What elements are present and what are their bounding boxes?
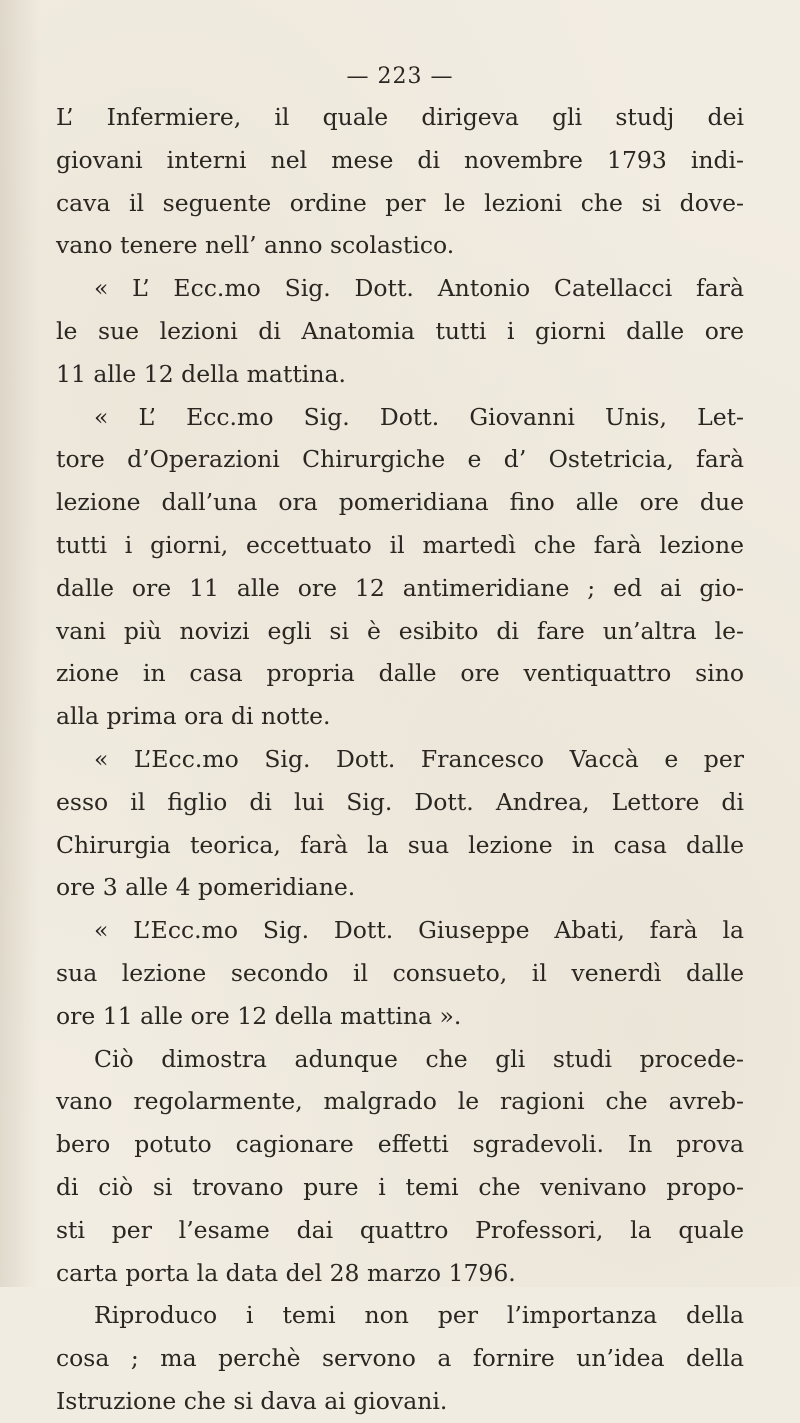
page-gutter-shadow bbox=[0, 0, 40, 1287]
text-line: « L’ Ecc.mo Sig. Dott. Antonio Catellacci farà bbox=[94, 274, 744, 303]
text-line: vano tenere nell’ anno scolastico. bbox=[56, 231, 455, 260]
page-number: — 223 — bbox=[346, 64, 454, 89]
text-line: alla prima ora di notte. bbox=[56, 702, 331, 731]
text-line: carta porta la data del 28 marzo 1796. bbox=[56, 1258, 516, 1287]
text-line: ore 3 alle 4 pomeridiane. bbox=[56, 873, 356, 902]
body-text bbox=[56, 96, 744, 1423]
text-line: Riproduco i temi non per l’importanza della bbox=[94, 1301, 744, 1330]
text-line: zione in casa propria dalle ore ventiquattro sino bbox=[56, 659, 744, 688]
text-line: di ciò si trovano pure i temi che venivano propo- bbox=[56, 1172, 744, 1201]
text-line: esso il figlio di lui Sig. Dott. Andrea, Lettore di bbox=[56, 787, 744, 816]
text-line: L’ Infermiere, il quale dirigeva gli studj dei bbox=[56, 103, 744, 131]
text-line: le sue lezioni di Anatomia tutti i giorni dalle ore bbox=[56, 316, 744, 345]
text-line: « L’Ecc.mo Sig. Dott. Giuseppe Abati, farà la bbox=[94, 916, 744, 945]
text-line: vano regolarmente, malgrado le ragioni che avreb- bbox=[56, 1087, 744, 1116]
text-line: lezione dall’una ora pomeridiana fino alle ore due bbox=[56, 488, 744, 517]
text-line: « L’Ecc.mo Sig. Dott. Francesco Vaccà e per bbox=[94, 744, 744, 773]
text-line: dalle ore 11 alle ore 12 antimeridiane ; ed ai gio- bbox=[56, 573, 744, 602]
text-line: Ciò dimostra adunque che gli studi procede- bbox=[94, 1044, 744, 1073]
text-line: cosa ; ma perchè servono a fornire un’idea della bbox=[56, 1344, 744, 1373]
text-line: sti per l’esame dai quattro Professori, la quale bbox=[56, 1215, 744, 1244]
text-line: cava il seguente ordine per le lezioni che si dove- bbox=[56, 188, 744, 217]
text-line: bero potuto cagionare effetti sgradevoli. In prova bbox=[56, 1130, 744, 1159]
text-line: giovani interni nel mese di novembre 1793 indi- bbox=[56, 145, 744, 174]
text-line: 11 alle 12 della mattina. bbox=[56, 359, 346, 388]
text-line: Istruzione che si dava ai giovani. bbox=[56, 1386, 448, 1415]
text-line: « L’ Ecc.mo Sig. Dott. Giovanni Unis, Let- bbox=[94, 402, 744, 431]
text-line: tutti i giorni, eccettuato il martedì che farà lezione bbox=[56, 530, 744, 559]
text-line: vani più novizi egli si è esibito di fare un’altra le- bbox=[56, 616, 744, 645]
text-line: ore 11 alle ore 12 della mattina ». bbox=[56, 1001, 462, 1030]
text-line: tore d’Operazioni Chirurgiche e d’ Ostetricia, farà bbox=[56, 445, 744, 474]
text-line: sua lezione secondo il consueto, il venerdì dalle bbox=[56, 958, 744, 987]
text-line: Chirurgia teorica, farà la sua lezione in casa dalle bbox=[56, 830, 744, 859]
